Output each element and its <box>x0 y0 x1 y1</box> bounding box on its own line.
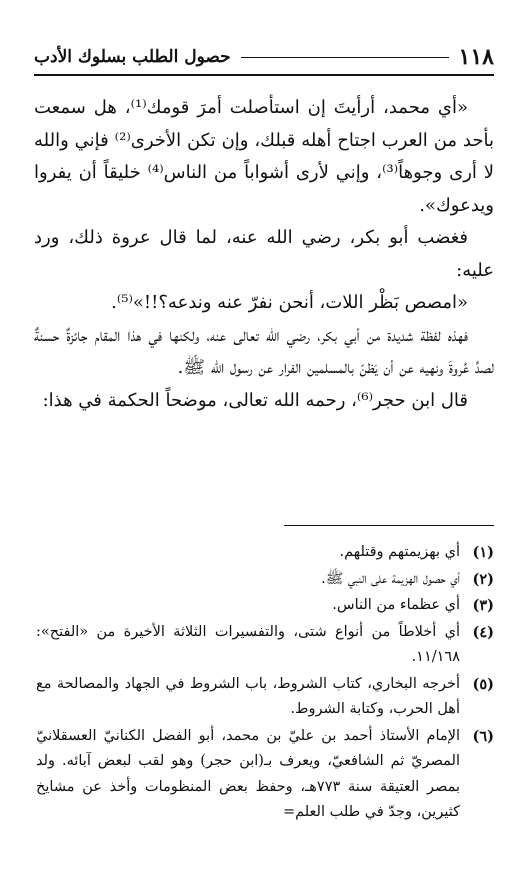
footnote <box>36 620 494 671</box>
footnote-text: أي بهزيمتهم وقتلهم. <box>339 544 460 560</box>
footnote <box>36 567 494 593</box>
footnote-number: (٣) <box>472 597 494 614</box>
footnote-text: الإمام الأستاذ أحمد بن عليّ بن محمد، أبو الفضل الكنانيّ العسقلانيّ المصريّ ثم الشافعيّ، ويعرف بـ(ابن حجر) وهو لقب لبعض آبائه. ولد بمصر العتيقة سنة ٧٧٣هـ، وحفظ بعض المنظومات وأخذ عن مشايخ كثيرين، وجدّ في طلب العلم= <box>36 727 461 820</box>
footnote-separator <box>284 525 494 526</box>
footnote-number: (١) <box>472 544 494 561</box>
page-number: ١١٨ <box>458 44 494 70</box>
paragraph-3: «امصص بَظْر اللات، أنحن نفرّ عنه وندعه؟!!»⁽⁵⁾. <box>111 292 468 313</box>
footnote-text: أي أخلاطاً من أنواع شتى، والتفسيرات الثلاثة الأخيرة من «الفتح»: ١١/١٦٨. <box>36 623 460 665</box>
page-header <box>34 40 494 76</box>
main-text <box>34 92 494 417</box>
header-rule <box>241 57 449 58</box>
footnote <box>36 724 494 826</box>
footnote-text: أي حصول الهزيمة على النبي ﷺ. <box>321 570 460 587</box>
paragraph-2: فغضب أبو بكر، رضي الله عنه، لما قال عروة ذلك، ورد عليه: <box>34 227 494 281</box>
paragraph-1: «أي محمد، أرأيتَ إن استأصلت أمرَ قومك⁽¹⁾، هل سمعت بأحد من العرب اجتاح أهله قبلك، وإن تكن الأخرى⁽²⁾ فإني والله لا أرى وجوهاً⁽³⁾، وإني لأرى أشواباً من الناس⁽⁴⁾ خليقاً أن يفروا ويدعوك». <box>34 97 494 216</box>
running-title: حصول الطلب بسلوك الأدب <box>34 47 231 67</box>
footnote-number: (٢) <box>472 570 494 588</box>
footnotes <box>36 540 494 827</box>
footnote-number: (٥) <box>472 675 494 693</box>
footnote-text: أي عظماء من الناس. <box>332 597 460 613</box>
footnote <box>36 593 494 619</box>
footnote-number: (٦) <box>472 727 494 745</box>
footnote-text: أخرجه البخاري، كتاب الشروط، باب الشروط في الجهاد والمصالحة مع أهل الحرب، وكتابة الشروط. <box>36 675 460 717</box>
paragraph-5: قال ابن حجر⁽⁶⁾، رحمه الله تعالى، موضحاً الحكمة في هذا: <box>42 389 468 411</box>
footnote <box>36 672 494 723</box>
footnote-number: (٤) <box>472 623 494 641</box>
paragraph-4: فهذه لفظة شديدة من أبي بكر، رضي الله تعالى عنه، ولكنها في هذا المقام جائزةٌ حسنةٌ لصدِّ عُروةَ ونهيه عن أن يَظنّ بالمسلمين الفرار عن رسول الله ﷺ. <box>34 324 494 378</box>
footnote <box>36 540 494 566</box>
